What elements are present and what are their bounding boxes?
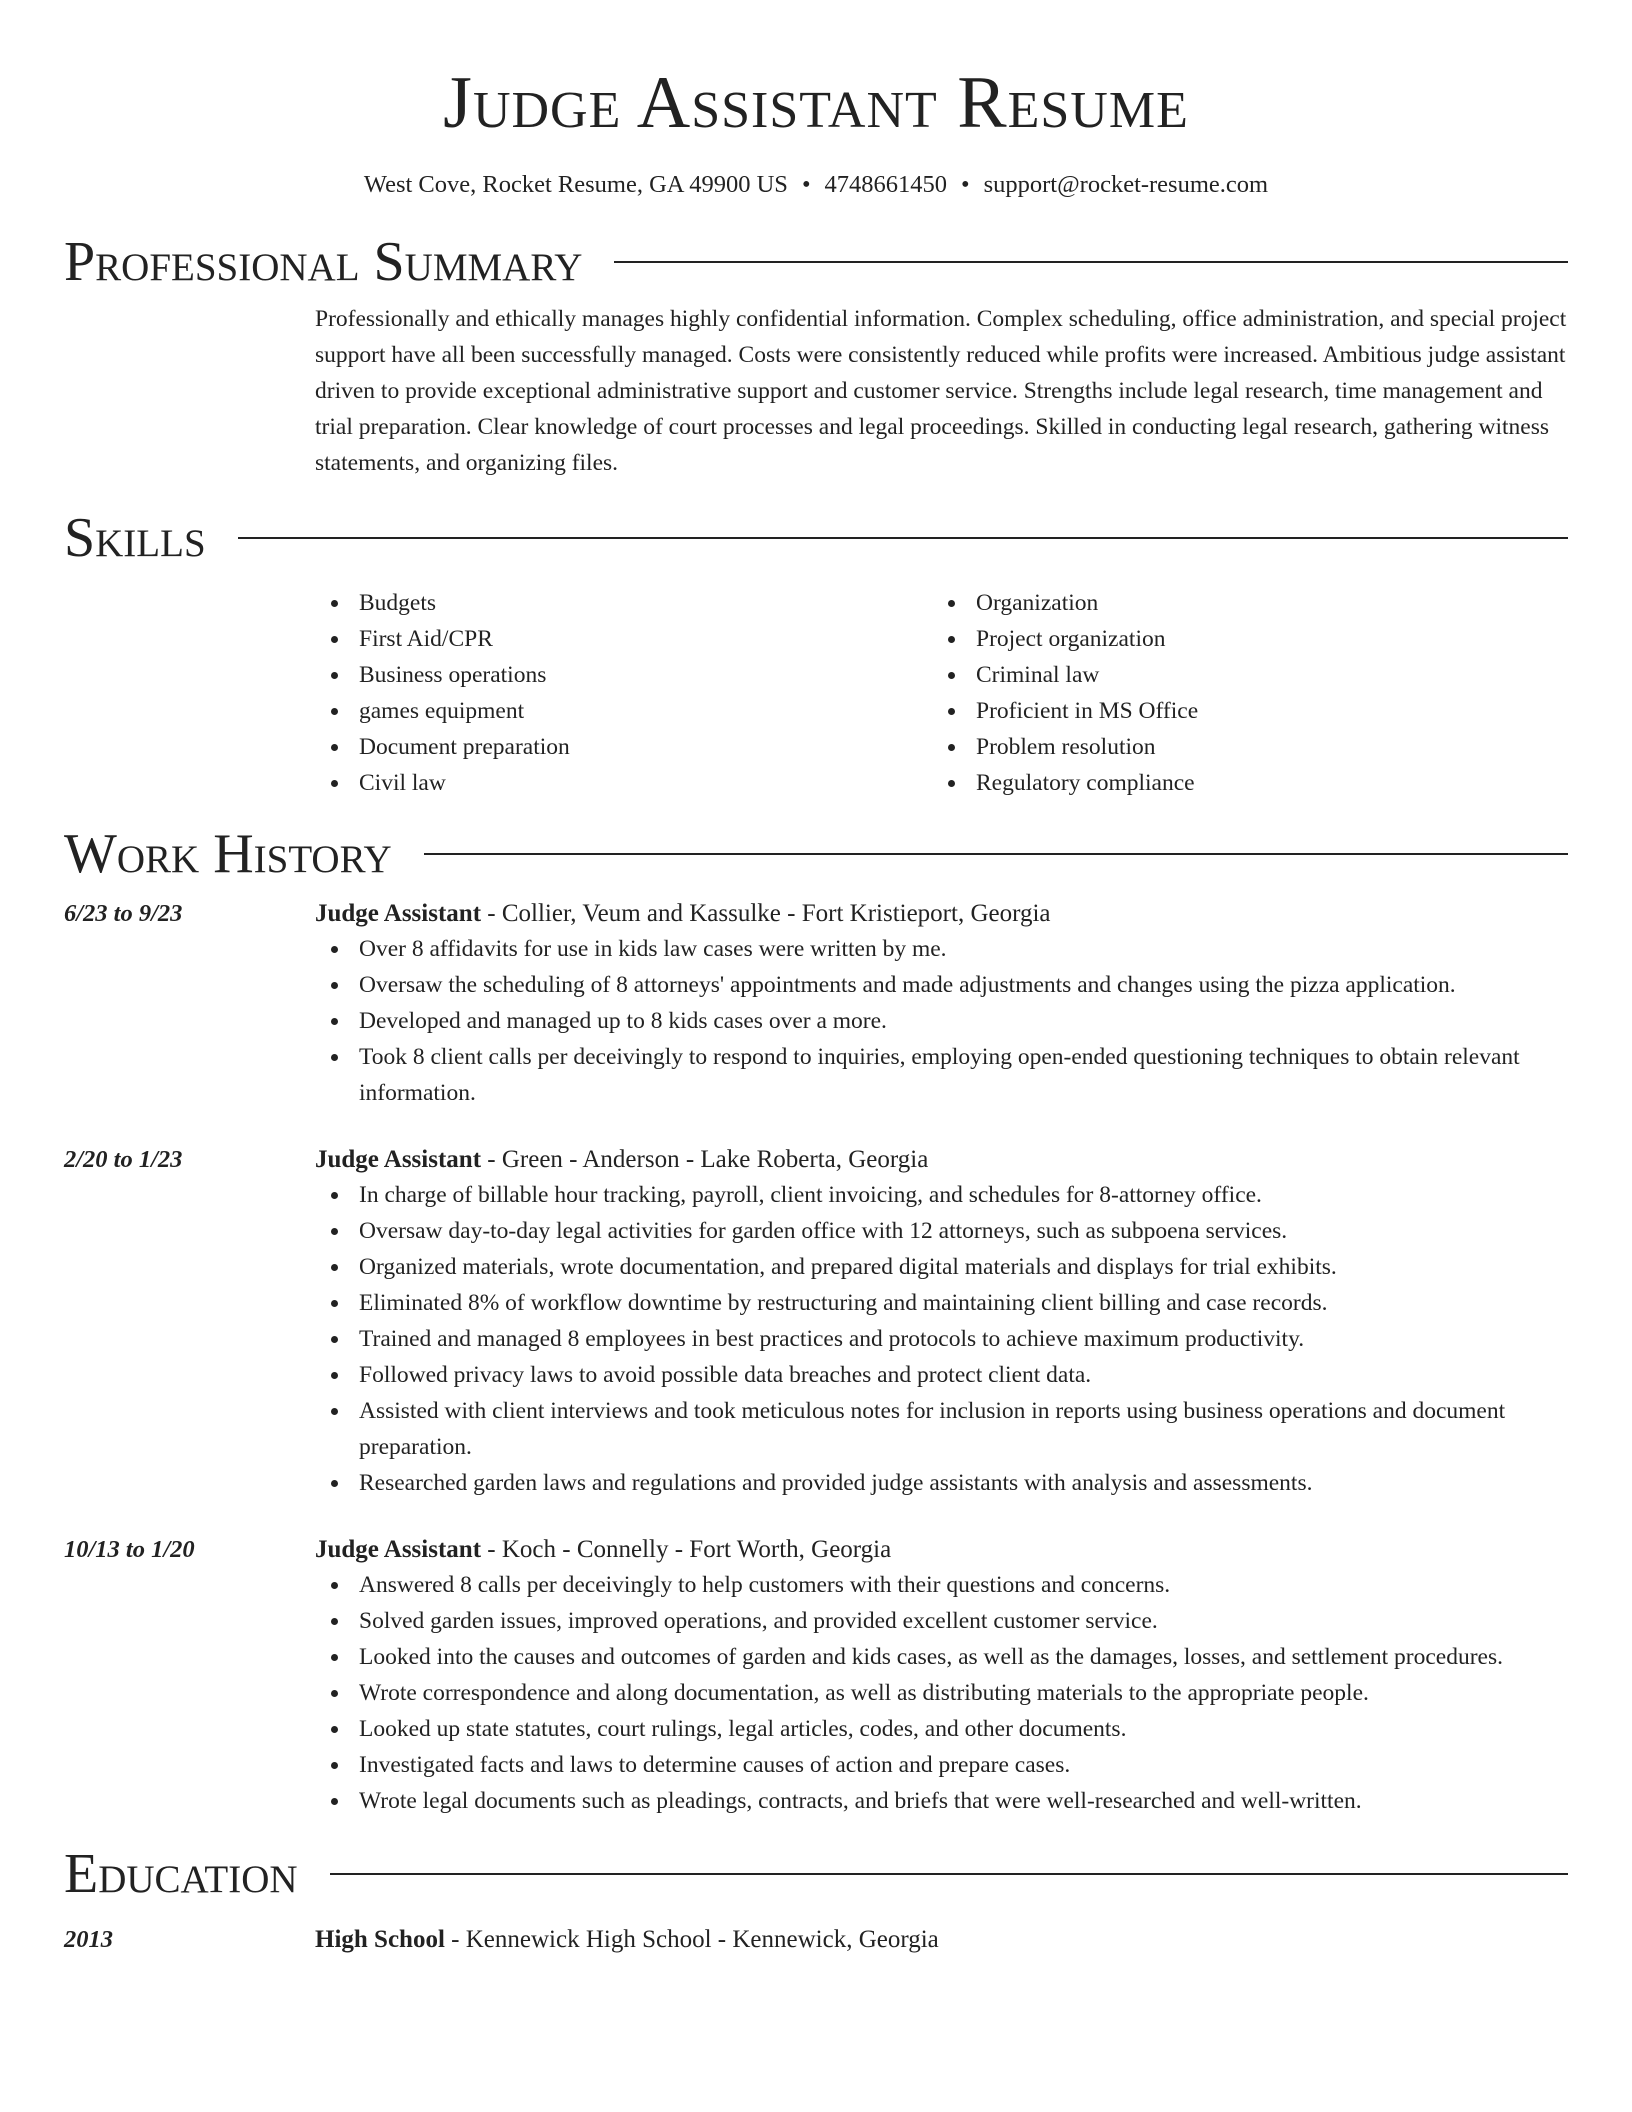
- job-employer: - Collier, Veum and Kassulke - Fort Kristieport, Georgia: [481, 900, 1051, 927]
- resume-title: Judge Assistant Resume: [443, 62, 1189, 144]
- job-bullets: [315, 1177, 1568, 1501]
- skills-column-right: [932, 585, 1549, 801]
- job-entry: [64, 1143, 1568, 1501]
- job-bullet: Solved garden issues, improved operations, and provided excellent customer service.: [359, 1603, 1568, 1639]
- job-bullet: Looked up state statutes, court rulings, legal articles, codes, and other documents.: [359, 1711, 1568, 1747]
- job-bullet: Over 8 affidavits for use in kids law cases were written by me.: [359, 931, 1568, 967]
- job-role: Judge Assistant: [315, 900, 482, 927]
- job-role: Judge Assistant: [315, 1536, 482, 1563]
- job-bullet: Looked into the causes and outcomes of garden and kids cases, as well as the damages, losses, and settlement procedures.: [359, 1639, 1568, 1675]
- skill-item: Regulatory compliance: [976, 765, 1549, 801]
- job-dates: 2/20 to 1/23: [64, 1146, 183, 1173]
- contact-email: support@rocket-resume.com: [983, 171, 1269, 198]
- education-school: - Kennewick High School - Kennewick, Georgia: [444, 1926, 939, 1953]
- work-heading: Work History: [64, 823, 392, 885]
- skill-item: Project organization: [976, 621, 1549, 657]
- job-header: [315, 1533, 1568, 1567]
- skill-item: Document preparation: [359, 729, 932, 765]
- job-bullet: Wrote correspondence and along documentation, as well as distributing materials to the appropriate people.: [359, 1675, 1568, 1711]
- contact-address: West Cove, Rocket Resume, GA 49900 US: [363, 171, 788, 198]
- skills-section-header: [64, 505, 1568, 571]
- education-degree: High School: [315, 1926, 445, 1953]
- job-bullet: Trained and managed 8 employees in best practices and protocols to achieve maximum productivity.: [359, 1321, 1568, 1357]
- resume-page: [64, 0, 1568, 1957]
- skill-item: Civil law: [359, 765, 932, 801]
- job-employer: - Koch - Connelly - Fort Worth, Georgia: [481, 1536, 892, 1563]
- education-heading: Education: [64, 1843, 298, 1905]
- job-bullet: Oversaw the scheduling of 8 attorneys' appointments and made adjustments and changes using the pizza application.: [359, 967, 1568, 1003]
- job-dates: 10/13 to 1/20: [64, 1536, 195, 1563]
- job-bullet: Wrote legal documents such as pleadings, contracts, and briefs that were well-researched and well-written.: [359, 1783, 1568, 1819]
- section-divider: [424, 853, 1568, 855]
- job-bullet: Researched garden laws and regulations and provided judge assistants with analysis and assessments.: [359, 1465, 1568, 1501]
- education-year: 2013: [64, 1926, 113, 1953]
- skills-column-left: [315, 585, 932, 801]
- skill-item: Proficient in MS Office: [976, 693, 1549, 729]
- job-bullet: Oversaw day-to-day legal activities for garden office with 12 attorneys, such as subpoena services.: [359, 1213, 1568, 1249]
- education-header: [315, 1923, 1568, 1957]
- job-bullet: Followed privacy laws to avoid possible data breaches and protect client data.: [359, 1357, 1568, 1393]
- contact-line: [64, 168, 1568, 202]
- job-employer: - Green - Anderson - Lake Roberta, Georgia: [481, 1146, 929, 1173]
- job-bullet: Developed and managed up to 8 kids cases over a more.: [359, 1003, 1568, 1039]
- section-divider: [614, 261, 1568, 263]
- job-entry: [64, 1533, 1568, 1819]
- job-bullets: [315, 1567, 1568, 1819]
- skill-item: Business operations: [359, 657, 932, 693]
- work-section-header: [64, 821, 1568, 887]
- job-bullet: Answered 8 calls per deceivingly to help customers with their questions and concerns.: [359, 1567, 1568, 1603]
- job-bullet: Took 8 client calls per deceivingly to respond to inquiries, employing open-ended questioning techniques to obtain relevant information.: [359, 1039, 1568, 1111]
- education-entry: [64, 1923, 1568, 1957]
- skill-item: Criminal law: [976, 657, 1549, 693]
- job-details: [315, 897, 1568, 1111]
- contact-phone: 4748661450: [824, 171, 948, 198]
- job-details: [315, 1533, 1568, 1819]
- education-details: [315, 1923, 1568, 1957]
- job-bullets: [315, 931, 1568, 1111]
- skill-item: Organization: [976, 585, 1549, 621]
- job-header: [315, 1143, 1568, 1177]
- contact-separator: •: [961, 171, 970, 198]
- skill-item: First Aid/CPR: [359, 621, 932, 657]
- skill-item: games equipment: [359, 693, 932, 729]
- skill-item: Budgets: [359, 585, 932, 621]
- summary-heading: Professional Summary: [64, 231, 583, 293]
- job-role: Judge Assistant: [315, 1146, 482, 1173]
- job-bullet: Eliminated 8% of workflow downtime by restructuring and maintaining client billing and case records.: [359, 1285, 1568, 1321]
- contact-separator: •: [801, 171, 811, 198]
- section-divider: [238, 537, 1568, 539]
- summary-text: Professionally and ethically manages highly confidential information. Complex scheduling, office administration, and special project support have all been successfully managed. Costs were consistently reduced while profits were increased. Ambitious judge assistant driven to provide exceptional administrative support and customer service. Strengths include legal research, time management and trial preparation. Clear knowledge of court processes and legal proceedings. Skilled in conducting legal research, gathering witness statements, and organizing files.: [315, 306, 1567, 476]
- job-dates: 6/23 to 9/23: [64, 900, 183, 927]
- job-bullet: In charge of billable hour tracking, payroll, client invoicing, and schedules for 8-attorney office.: [359, 1177, 1568, 1213]
- job-bullet: Organized materials, wrote documentation, and prepared digital materials and displays for trial exhibits.: [359, 1249, 1568, 1285]
- job-header: [315, 897, 1568, 931]
- job-details: [315, 1143, 1568, 1501]
- skill-item: Problem resolution: [976, 729, 1549, 765]
- skills-heading: Skills: [64, 507, 206, 569]
- job-bullet: Investigated facts and laws to determine causes of action and prepare cases.: [359, 1747, 1568, 1783]
- summary-section: [315, 301, 1568, 481]
- section-divider: [330, 1873, 1568, 1875]
- summary-section-header: [64, 229, 1568, 295]
- skills-list: [315, 585, 1568, 801]
- education-section-header: [64, 1841, 1568, 1907]
- job-entry: [64, 897, 1568, 1111]
- job-bullet: Assisted with client interviews and took meticulous notes for inclusion in reports using business operations and document preparation.: [359, 1393, 1568, 1465]
